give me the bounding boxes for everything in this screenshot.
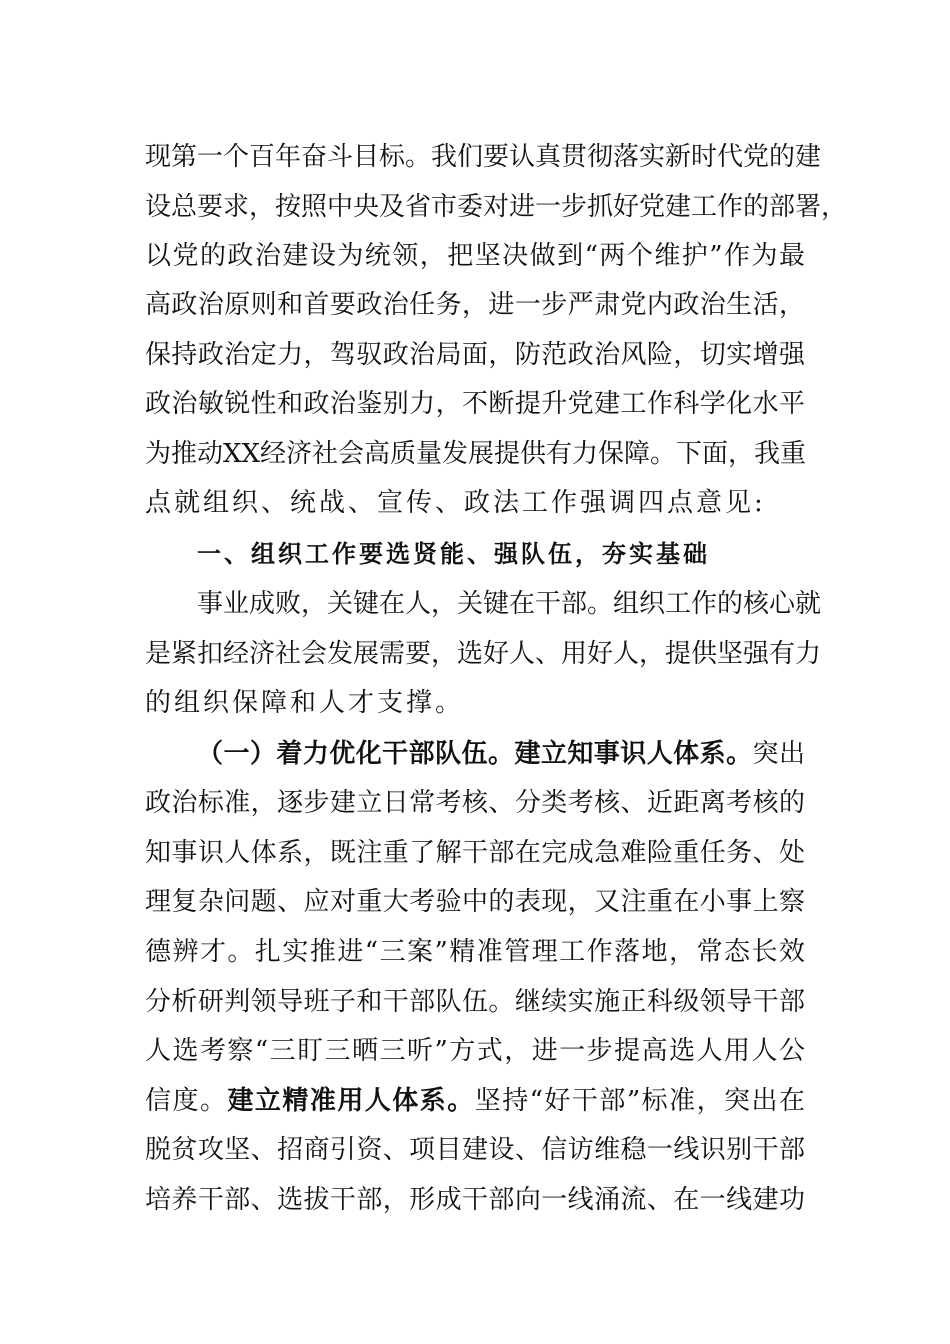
- paragraph-2-line-4: 理复杂问题、应对重大考验中的表现，又注重在小事上察: [145, 887, 805, 917]
- intro-line-4: 高政治原则和首要政治任务，进一步严肃党内政治生活，: [145, 290, 805, 320]
- paragraph-2-line-2: 政治标准，逐步建立日常考核、分类考核、近距离考核的: [145, 788, 805, 818]
- paragraph-1-line-2: 是紧扣经济社会发展需要，选好人、用好人，提供坚强有力: [145, 639, 822, 669]
- paragraph-2-line-3: 知事识人体系，既注重了解干部在完成急难险重任务、处: [145, 838, 805, 868]
- paragraph-2-line-7: 人选考察“三盯三晒三听”方式，进一步提高选人用人公: [145, 1036, 805, 1066]
- intro-line-2: 设总要求，按照中央及省市委对进一步抓好党建工作的部署，: [145, 192, 848, 222]
- subheading-bold-text-2: 建立精准用人体系。: [227, 1086, 475, 1116]
- paragraph-2-line-5: 德辨才。扎实推进“三案”精准管理工作落地，常态长效: [145, 937, 805, 967]
- paragraph-2-line-8: [145, 1081, 805, 1121]
- intro-line-3: 以党的政治建设为统领，把坚决做到“两个维护”作为最: [145, 241, 805, 271]
- subheading-bold-text: （一）着力优化干部队伍。建立知事识人体系。: [197, 739, 753, 769]
- paragraph-2-line-1: [197, 734, 805, 774]
- paragraph-1-line-3: 的组织保障和人才支撑。: [145, 688, 465, 718]
- paragraph-2-line-10: 培养干部、选拔干部，形成干部向一线涌流、在一线建功: [145, 1185, 805, 1215]
- paragraph-2-line-6: 分析研判领导班子和干部队伍。继续实施正科级领导干部: [145, 987, 805, 1017]
- paragraph-2-line-9: 脱贫攻坚、招商引资、项目建设、信访维稳一线识别干部: [145, 1135, 805, 1165]
- intro-line-6: 政治敏锐性和政治鉴别力，不断提升党建工作科学化水平: [145, 389, 805, 419]
- intro-line-1: 现第一个百年奋斗目标。我们要认真贯彻落实新时代党的建: [145, 142, 822, 172]
- intro-line-8: 点就组织、统战、宣传、政法工作强调四点意见:: [145, 488, 766, 518]
- intro-line-7: 为推动XX经济社会高质量发展提供有力保障。下面，我重: [145, 439, 807, 469]
- paragraph-2-line-8-start: 信度。: [145, 1086, 228, 1116]
- paragraph-1-line-1: 事业成败，关键在人，关键在干部。组织工作的核心就: [197, 589, 822, 619]
- section-heading-1: 一、组织工作要选贤能、强队伍，夯实基础: [197, 540, 710, 568]
- intro-line-5: 保持政治定力，驾驭政治局面，防范政治风险，切实增强: [145, 340, 805, 370]
- paragraph-2-line-1-rest: 突出: [752, 739, 805, 769]
- paragraph-2-line-8-rest: 坚持“好干部”标准，突出在: [474, 1086, 805, 1116]
